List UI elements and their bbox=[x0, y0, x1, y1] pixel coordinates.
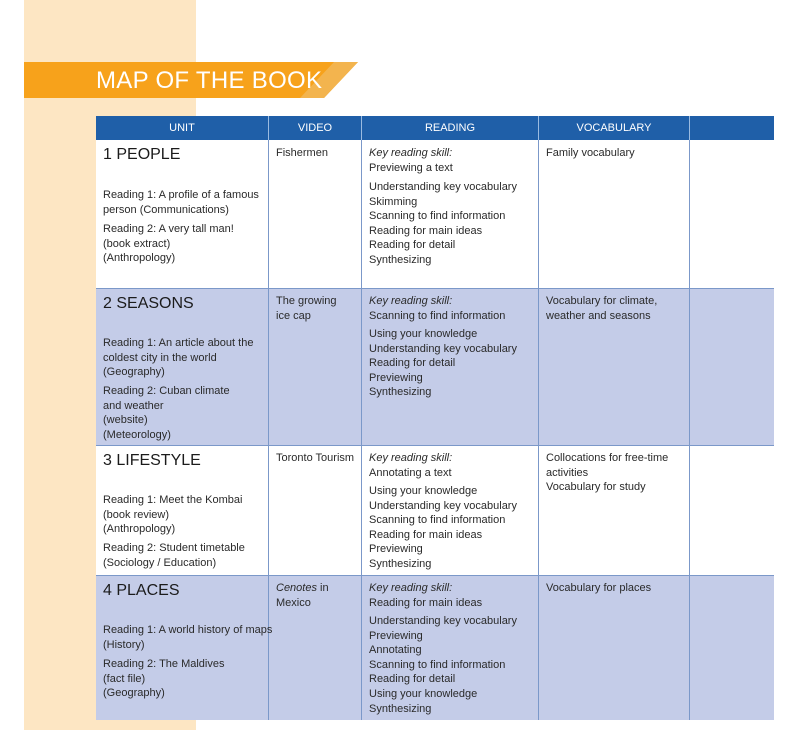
key-reading-skill: Key reading skill: Reading for main ideas bbox=[369, 582, 483, 609]
title-banner bbox=[24, 62, 358, 98]
table-header bbox=[96, 116, 774, 140]
reading-skills-list: Using your knowledge Understanding key vocabulary Scanning to find information Reading for main ideas Previewing Synthesizing bbox=[369, 485, 517, 570]
video-title: The growing ice cap bbox=[276, 295, 337, 322]
reading-skills-list: Using your knowledge Understanding key vocabulary Reading for detail Previewing Synthesizing bbox=[369, 328, 517, 399]
reading-1-desc: Reading 1: A world history of maps (History) bbox=[103, 624, 273, 651]
page-title: MAP OF THE BOOK bbox=[96, 67, 323, 94]
video-title: Toronto Tourism bbox=[276, 452, 355, 464]
key-reading-skill: Key reading skill: Previewing a text bbox=[369, 147, 453, 174]
header-reading: READING bbox=[362, 116, 539, 140]
key-reading-skill: Key reading skill: Scanning to find information bbox=[369, 295, 506, 322]
reading-1-desc: Reading 1: A profile of a famous person (Communications) bbox=[103, 189, 259, 216]
unit-title: 4 PLACES bbox=[103, 582, 180, 599]
reading-2-desc: Reading 2: Cuban climate and weather (website) (Meteorology) bbox=[103, 385, 230, 441]
table-row bbox=[96, 446, 774, 575]
unit-title: 2 SEASONS bbox=[103, 295, 194, 312]
vocabulary-list: Family vocabulary bbox=[546, 147, 635, 159]
video-title: Fishermen bbox=[276, 147, 328, 159]
reading-1-desc: Reading 1: Meet the Kombai (book review) (Anthropology) bbox=[103, 494, 243, 536]
vocabulary-list: Collocations for free-time activities Vocabulary for study bbox=[546, 452, 669, 494]
table-row bbox=[96, 289, 774, 445]
vocabulary-list: Vocabulary for places bbox=[546, 582, 652, 594]
reading-2-desc: Reading 2: Student timetable (Sociology / Education) bbox=[103, 542, 245, 569]
reading-2-desc: Reading 2: A very tall man! (book extract) (Anthropology) bbox=[103, 223, 234, 265]
reading-2-desc: Reading 2: The Maldives (fact file) (Geography) bbox=[103, 658, 225, 700]
header-video: VIDEO bbox=[269, 116, 362, 140]
table-row bbox=[96, 576, 774, 720]
key-reading-skill: Key reading skill: Annotating a text bbox=[369, 452, 453, 479]
reading-skills-list: Understanding key vocabulary Skimming Scanning to find information Reading for main ideas Reading for detail Synthesizing bbox=[369, 181, 517, 266]
reading-1-desc: Reading 1: An article about the coldest city in the world (Geography) bbox=[103, 337, 254, 379]
header-vocabulary: VOCABULARY bbox=[539, 116, 690, 140]
header-extra bbox=[690, 116, 774, 140]
unit-title: 3 LIFESTYLE bbox=[103, 452, 201, 469]
map-table bbox=[96, 116, 774, 720]
unit-title: 1 PEOPLE bbox=[103, 146, 181, 163]
vocabulary-list: Vocabulary for climate, weather and seasons bbox=[546, 295, 658, 322]
table-row bbox=[96, 140, 774, 288]
video-title: Cenotes in Mexico bbox=[276, 582, 329, 609]
reading-skills-list: Understanding key vocabulary Previewing Annotating Scanning to find information Reading for detail Using your knowledge Synthesizing bbox=[369, 615, 517, 715]
header-unit: UNIT bbox=[96, 116, 269, 140]
